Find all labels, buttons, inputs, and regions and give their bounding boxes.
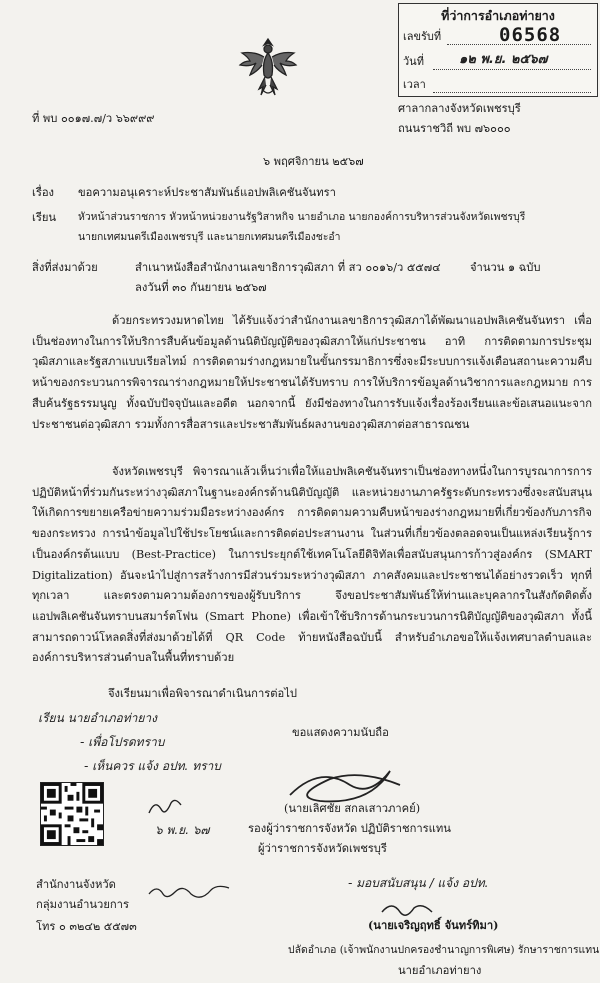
footer-group: กลุ่มงานอำนวยการ bbox=[36, 898, 129, 911]
district-signer-position-1: ปลัดอำเภอ (เจ้าพนักงานปกครองชำนาญการพิเศษ) รักษาราชการแทน bbox=[288, 944, 600, 956]
sender-address-1: ศาลากลางจังหวัดเพชรบุรี bbox=[398, 102, 521, 115]
stamp-number-label: เลขรับที่ bbox=[403, 30, 442, 43]
handwritten-initials-icon bbox=[145, 795, 185, 821]
subject-text: ขอความอนุเคราะห์ประชาสัมพันธ์แอปพลิเคชันจันทรา bbox=[78, 186, 336, 199]
sender-address-2: ถนนราชวิถี พบ ๗๖๐๐๐ bbox=[398, 122, 511, 135]
receive-stamp bbox=[398, 3, 598, 97]
document-number: ที่ พบ ๐๐๑๗.๗/ว ๖๖๙๙๙ bbox=[32, 112, 155, 125]
subject-label: เรื่อง bbox=[32, 186, 55, 199]
document-date: ๖ พฤศจิกายน ๒๕๖๗ bbox=[263, 155, 364, 168]
stamp-office: ที่ว่าการอำเภอท่ายาง bbox=[441, 8, 555, 23]
body-paragraph-3: จึงเรียนมาเพื่อพิจารณาดำเนินการต่อไป bbox=[108, 687, 297, 700]
body-paragraph-1: ด้วยกระทรวงมหาดไทย ได้รับแจ้งว่าสำนักงานเลขาธิการวุฒิสภาได้พัฒนาแอปพลิเคชันจันทรา เพื่อเป็นช่องทางในการให้บริการสืบค้นข้อมูลด้านนิติบัญญัติของวุฒิสภาให้แก่ประชาชน อาทิ การติดตามการประชุมวุฒิสภาและรัฐสภาแบบเรียลไทม์ การติดตามร่างกฎหมายในขั้นกรรมาธิการซึ่งจะมีระบบการแจ้งเตือนสถานะความคืบหน้าของกระบวนการพิจารณาร่างกฎหมายให้ประชาชนได้รับทราบ การให้บริการข้อมูลด้านวิชาการและกฎหมาย การสืบค้นรัฐธรรมนูญ ทั้งฉบับปัจจุบันและอดีต นอกจากนี้ ยังมีช่องทางในการรับแจ้งเรื่องร้องเรียนและข้อเสนอแนะจากประชาชนต่อวุฒิสภา รวมทั้งการสื่อสารและประชาสัมพันธ์ผลงานของวุฒิสภาต่อสาธารณชน bbox=[32, 314, 592, 431]
to-line-1: หัวหน้าส่วนราชการ หัวหน้าหน่วยงานรัฐวิสาหกิจ นายอำเภอ นายกองค์การบริหารส่วนจังหวัดเพชรบุรี bbox=[78, 211, 526, 223]
district-signer-position-2: นายอำเภอท่ายาง bbox=[398, 964, 482, 977]
garuda-emblem-icon bbox=[238, 33, 298, 103]
signer-position-1: รองผู้ว่าราชการจังหวัด ปฏิบัติราชการแทน bbox=[248, 822, 451, 835]
to-line-2: นายกเทศมนตรีเมืองเพชรบุรี และนายกเทศมนตรีเมืองชะอำ bbox=[78, 231, 341, 243]
enclosure-line-2: ลงวันที่ ๓๐ กันยายน ๒๕๖๗ bbox=[135, 281, 267, 294]
stamp-date-value: ๑๒ พ.ย. ๒๕๖๗ bbox=[459, 52, 548, 67]
handwritten-note-3: - เห็นควร แจ้ง อปท. ทราบ bbox=[84, 759, 221, 773]
footer-office: สำนักงานจังหวัด bbox=[36, 878, 116, 891]
to-label: เรียน bbox=[32, 211, 57, 224]
handwritten-note-2: - เพื่อโปรดทราบ bbox=[80, 735, 165, 749]
body-paragraph-2: จังหวัดเพชรบุรี พิจารณาแล้วเห็นว่าเพื่อให้แอปพลิเคชันจันทราเป็นช่องทางหนึ่งในการบูรณาการการปฏิบัติหน้าที่ร่วมกันระหว่างวุฒิสภาในฐานะองค์กรด้านนิติบัญญัติ และหน่วยงานภาครัฐระดับกระทรวงซึ่งจะสนับสนุนให้เกิดการขยายเครือข่ายความร่วมมือระหว่างองค์กร การติดตามความคืบหน้าของร่างกฎหมายที่เกี่ยวข้องกับภารกิจของกระทรวง การนำข้อมูลไปใช้ประโยชน์และการติดต่อประสานงาน ในส่วนที่เกี่ยวข้องตลอดจนเป็นแหล่งเรียนรู้การเป็นองค์กรต้นแบบ (Best-Practice) ในการประยุกต์ใช้เทคโนโลยีดิจิทัลเพื่อสนับสนุนการก้าวสู่องค์กร (SMART Digitalization) อันจะนำไปสู่การสร้างการมีส่วนร่วมระหว่างวุฒิสภา ภาคสังคมและประชาชนได้อย่างรวดเร็ว ทุกที่ ทุกเวลา และตรงตามความต้องการของผู้รับบริการ จึงขอประชาสัมพันธ์ให้ท่านและบุคลากรในสังกัดติดตั้งแอปพลิเคชันจันทราบนสมาร์ตโฟน (Smart Phone) เพื่อเข้าใช้บริการด้านกระบวนการนิติบัญญัติของวุฒิสภา ทั้งนี้ สามารถดาวน์โหลดสิ่งที่ส่งมาด้วยได้ที่ QR Code ท้ายหนังสือฉบับนี้ สำหรับอำเภอขอให้แจ้งเทศบาลตำบลและองค์การบริหารส่วนตำบลในพื้นที่ทราบด้วย bbox=[32, 465, 592, 665]
qr-code-icon bbox=[40, 782, 104, 846]
enclosure-count: จำนวน ๑ ฉบับ bbox=[470, 261, 541, 274]
handwritten-scribble-icon bbox=[145, 880, 235, 902]
handwritten-note-1: เรียน นายอำเภอท่ายาง bbox=[38, 711, 158, 725]
enclosure-label: สิ่งที่ส่งมาด้วย bbox=[32, 261, 98, 274]
stamp-number-value: 06568 bbox=[499, 24, 562, 46]
district-signature-icon bbox=[378, 898, 438, 920]
handwritten-date: ๖ พ.ย. ๖๗ bbox=[155, 823, 210, 837]
signer-position-2: ผู้ว่าราชการจังหวัดเพชรบุรี bbox=[258, 842, 387, 855]
closing-text: ขอแสดงความนับถือ bbox=[292, 726, 389, 739]
district-signer-name: (นายเจริญฤทธิ์ จันทร์ทิมา) bbox=[368, 918, 499, 932]
signer-name: (นายเลิศชัย สกลเสาวภาคย์) bbox=[284, 802, 421, 815]
district-handwritten-note: - มอบสนับสนุน / แจ้ง อปท. bbox=[348, 876, 489, 890]
stamp-date-label: วันที่ bbox=[403, 55, 424, 68]
stamp-time-label: เวลา bbox=[403, 78, 426, 91]
footer-phone: โทร ๐ ๓๒๔๒ ๕๕๗๓ bbox=[36, 920, 137, 933]
enclosure-line-1: สำเนาหนังสือสำนักงานเลขาธิการวุฒิสภา ที่ สว ๐๐๑๖/ว ๕๕๗๔ bbox=[135, 261, 441, 274]
